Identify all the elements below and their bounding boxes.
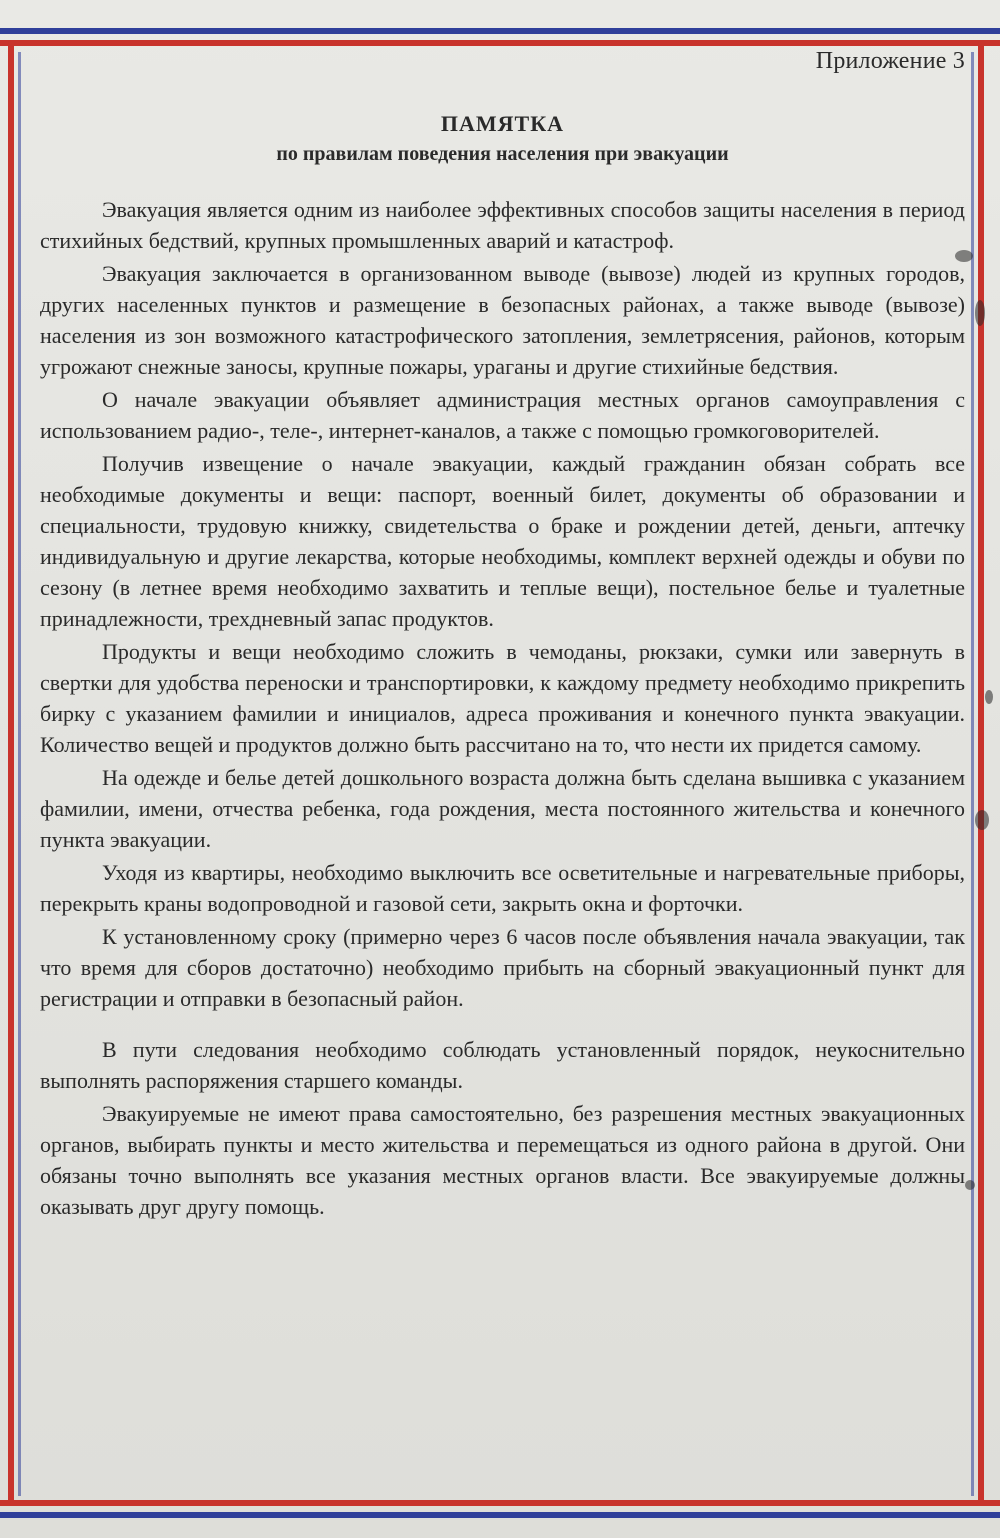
paragraph: В пути следования необходимо соблюдать установленный порядок, неукоснительно выполнять распоряжения старшего команды. (40, 1037, 965, 1093)
memo-subtitle: по правилам поведения населения при эвакуации (276, 143, 729, 165)
paragraph: Эвакуация заключается в организованном выводе (вывозе) людей из крупных городов, других населенных пунктов и размещение в безопасных районах, а также выводе (вывозе) населения из зон возможного катастрофического затопления, землетрясения, районов, которым угрожают снежные заносы, крупные пожары, ураганы и другие стихийные бедствия. (40, 261, 965, 379)
frame-blue-line-bottom (0, 1512, 1000, 1518)
frame-red-line-bottom (0, 1500, 1000, 1506)
appendix-label: Приложение 3 (815, 48, 965, 74)
paragraph: Получив извещение о начале эвакуации, каждый гражданин обязан собрать все необходимые документы и вещи: паспорт, военный билет, документы об образовании и специальности, трудовую книжку, свидетельства о браке и рождении детей, деньги, аптечку индивидуальную и другие лекарства, которые необходимы, комплект верхней одежды и обуви по сезону (в летнее время необходимо захватить и теплые вещи), постельное белье и туалетные принадлежности, трехдневный запас продуктов. (40, 451, 965, 631)
paragraph: Эвакуация является одним из наиболее эффективных способов защиты населения в период стихийных бедствий, крупных промышленных аварий и катастроф. (40, 197, 965, 253)
memo-title: ПАМЯТКА (440, 111, 565, 136)
paragraph: Продукты и вещи необходимо сложить в чемоданы, рюкзаки, сумки или завернуть в свертки для удобства переноски и транспортировки, к каждому предмету необходимо прикрепить бирку с указанием фамилии и инициалов, адреса проживания и конечного пункта эвакуации. Количество вещей и продуктов должно быть рассчитано на то, что нести их придется самому. (40, 639, 965, 757)
paragraph: Уходя из квартиры, необходимо выключить все осветительные и нагревательные приборы, перекрыть краны водопроводной и газовой сети, закрыть окна и форточки. (40, 860, 965, 916)
paragraph: Эвакуируемые не имеют права самостоятельно, без разрешения местных эвакуационных органов, выбирать пункты и место жительства и перемещаться из одного района в другой. Они обязаны точно выполнять все указания местных органов власти. Все эвакуируемые должны оказывать друг другу помощь. (40, 1101, 965, 1219)
paragraph: О начале эвакуации объявляет администрация местных органов самоуправления с использованием радио-, теле-, интернет-каналов, а также с помощью громкоговорителей. (40, 387, 965, 443)
stain-mark (975, 810, 989, 830)
stain-mark (965, 1180, 975, 1190)
paragraph: На одежде и белье детей дошкольного возраста должна быть сделана вышивка с указанием фамилии, имени, отчества ребенка, года рождения, места постоянного жительства и конечного пункта эвакуации. (40, 765, 965, 852)
paragraph: К установленному сроку (примерно через 6 часов после объявления начала эвакуации, так что время для сборов достаточно) необходимо прибыть на сборный эвакуационный пункт для регистрации и отправки в безопасный район. (40, 924, 965, 1011)
memo-content (40, 40, 965, 1224)
frame-blue-line-top (0, 28, 1000, 34)
stain-mark (985, 690, 993, 704)
stain-mark (975, 300, 985, 326)
